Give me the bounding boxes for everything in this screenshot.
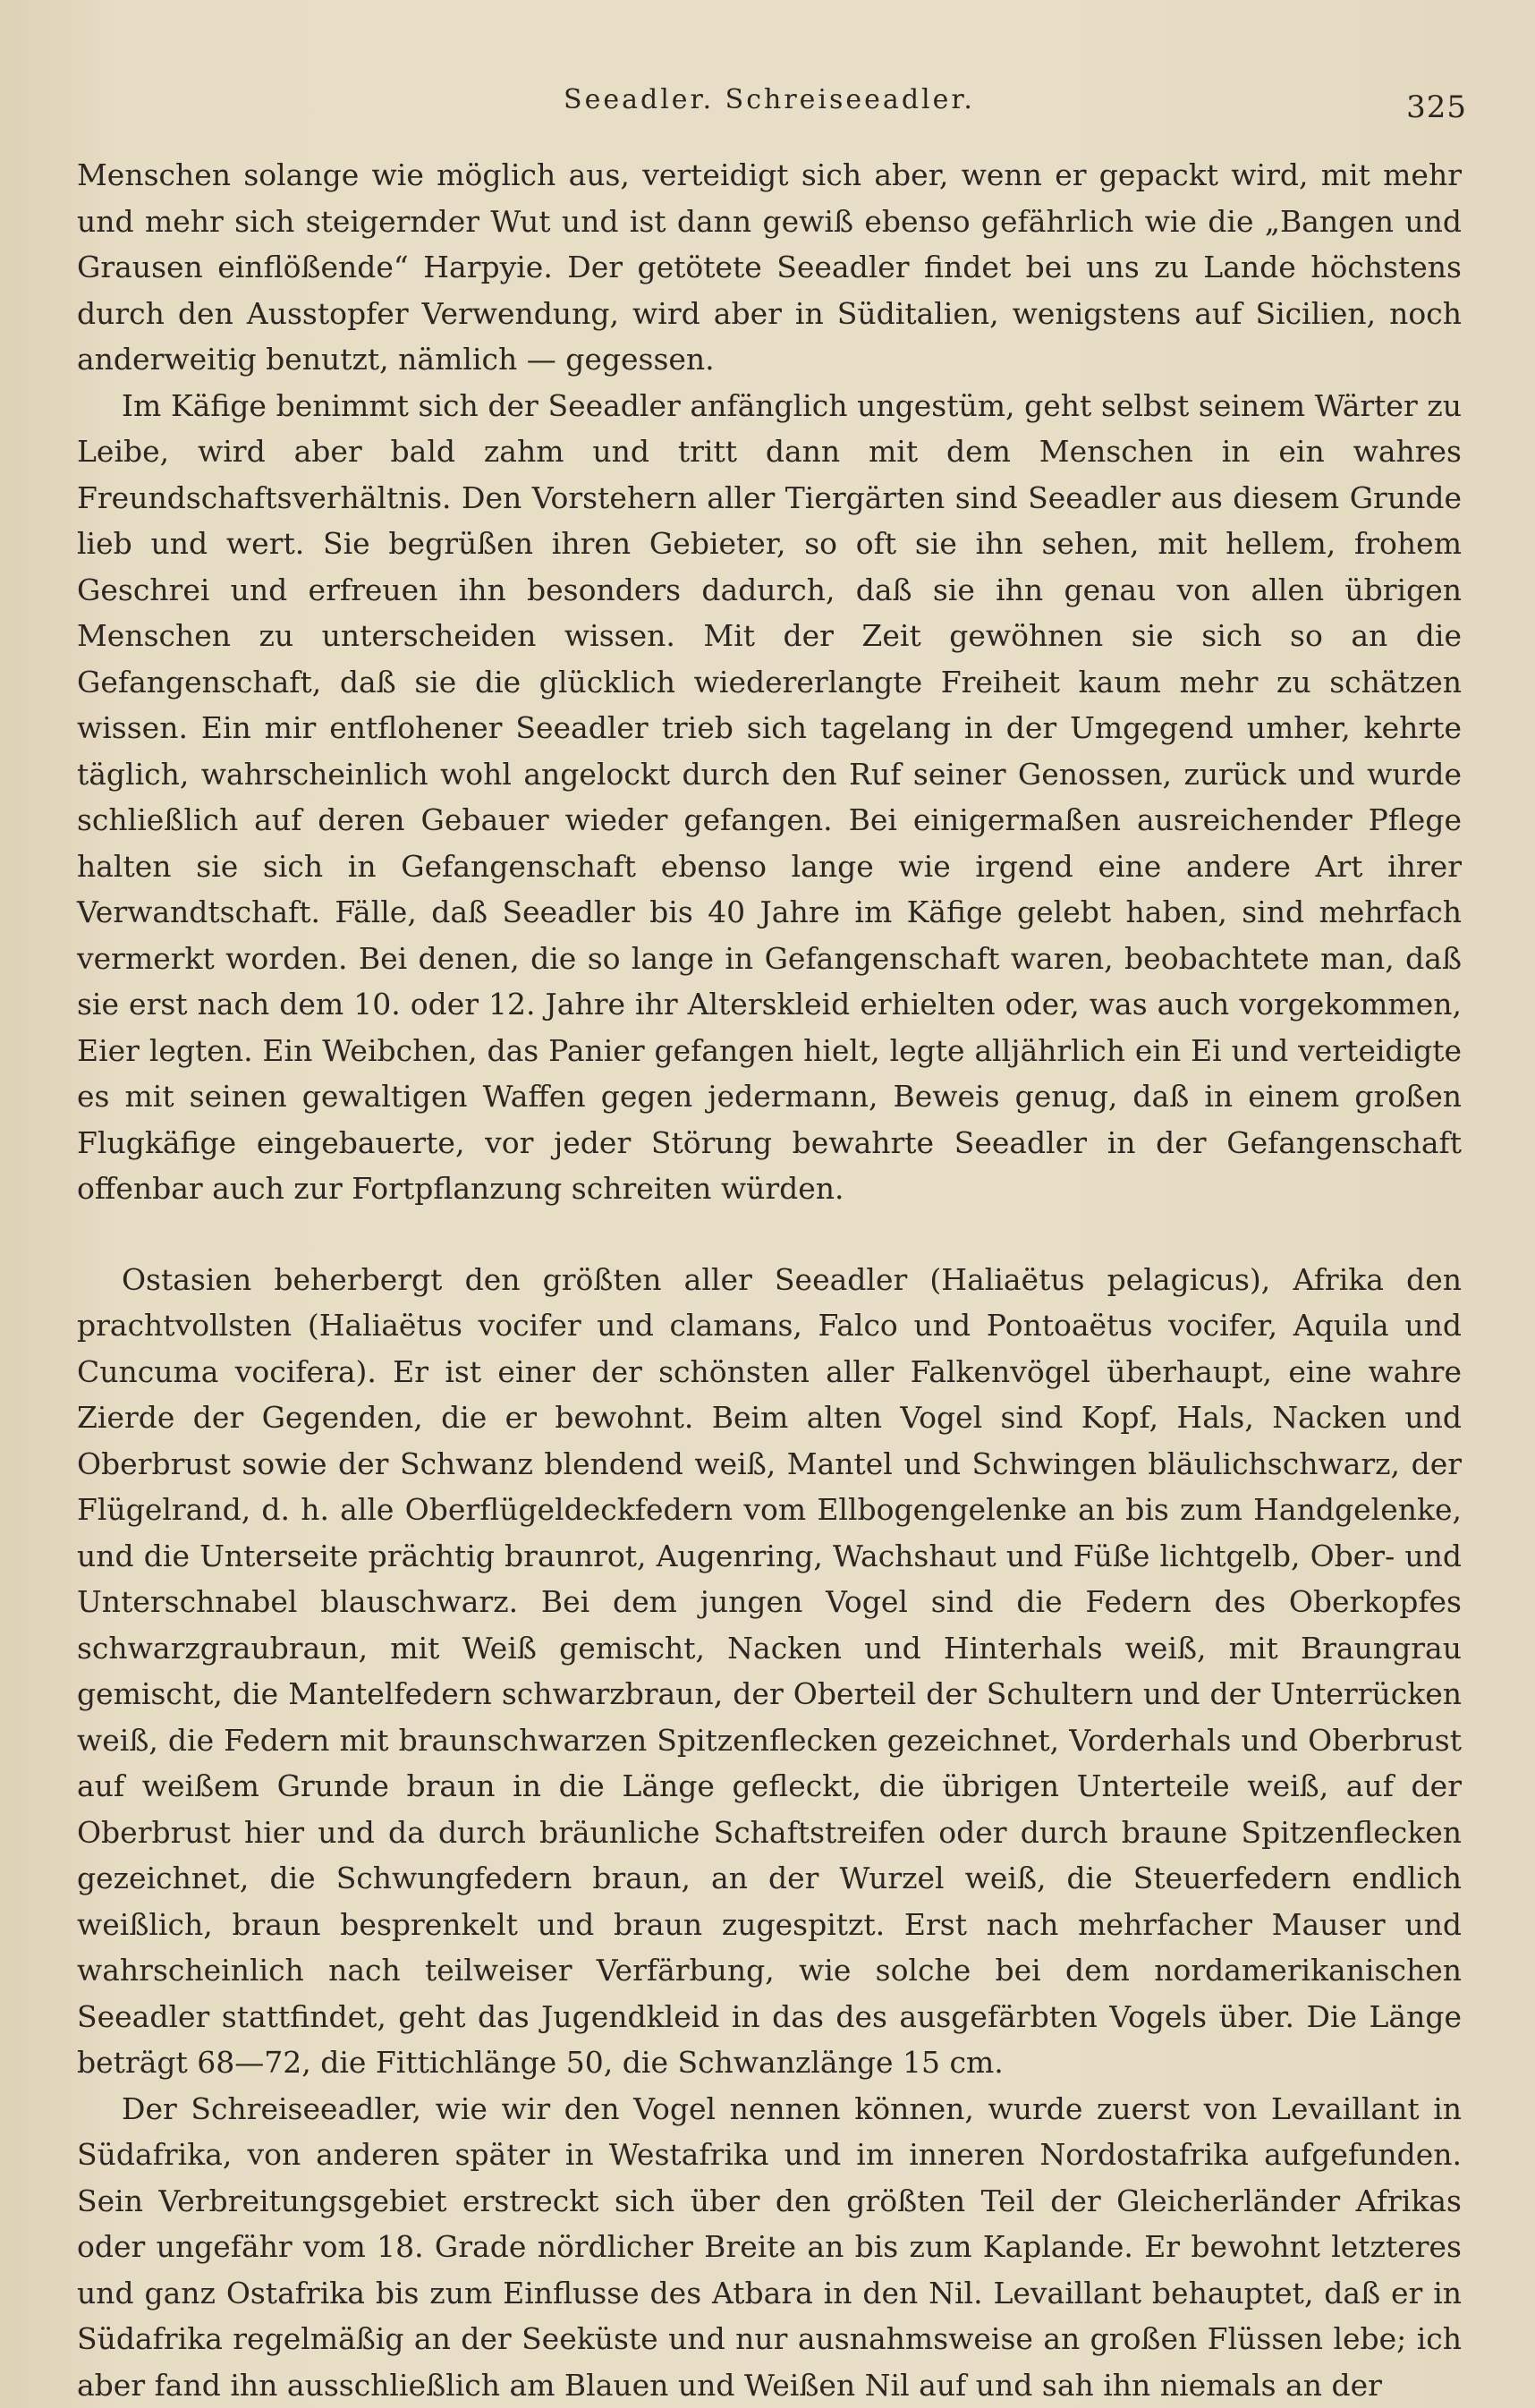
paragraph-description: Ostasien beherbergt den größten aller Seeadler (Haliaëtus pelagicus), Afrika den prachtvollsten (Haliaëtus vocifer und clamans, Falco und Pontoaëtus vocifer, Aquila und Cuncuma vocifera). Er ist einer der schönsten aller Falkenvögel überhaupt, eine wahre Zierde der Gegenden, die er bewohnt. Beim alten Vogel sind Kopf, Hals, Nacken und Oberbrust sowie der Schwanz blendend weiß, Mantel und Schwingen bläulichschwarz, der Flügelrand, d. h. alle Oberflügeldeckfedern vom Ellbogengelenke an bis zum Handgelenke, und die Unterseite prächtig braunrot, Augenring, Wachshaut und Füße lichtgelb, Ober- und Unterschnabel blauschwarz. Bei dem jungen Vogel sind die Federn des Oberkopfes schwarzgraubraun, mit Weiß gemischt, Nacken und Hinterhals weiß, mit Braungrau gemischt, die Mantelfedern schwarzbraun, der Oberteil der Schultern und der Unterrücken weiß, die Federn mit braunschwarzen Spitzenflecken gezeichnet, Vorderhals und Oberbrust auf weißem Grunde braun in die Länge gefleckt, die übrigen Unterteile weiß, auf der Oberbrust hier und da durch bräunliche Schaftstreifen oder durch braune Spitzenflecken gezeichnet, die Schwungfedern braun, an der Wurzel weiß, die Steuerfedern endlich weißlich, braun besprenkelt und braun zugespitzt. Erst nach mehrfacher Mauser und wahrscheinlich nach teilweiser Verfärbung, wie solche bei dem nordamerikanischen Seeadler stattfindet, geht das Jugendkleid in das des ausgefärbten Vogels über. Die Länge beträgt 68—72, die Fittichlänge 50, die Schwanzlänge 15 cm. [77, 1261, 1462, 2080]
page-header [72, 79, 1467, 123]
body-text [77, 152, 1462, 2408]
running-head: Seeadler. Schreiseeadler. [564, 84, 975, 115]
page-number: 325 [1406, 89, 1467, 125]
paragraph-continuation: Menschen solange wie möglich aus, verteidigt sich aber, wenn er gepackt wird, mit mehr und mehr sich steigernder Wut und ist dann gewiß ebenso gefährlich wie die „Bangen und Grausen einflößende“ Harpyie. Der getötete Seeadler findet bei uns zu Lande höchstens durch den Ausstopfer Verwendung, wird aber in Süditalien, wenigstens auf Sicilien, noch anderweitig benutzt, nämlich — gegessen. [77, 157, 1462, 377]
paragraph-captivity: Im Käfige benimmt sich der Seeadler anfänglich ungestüm, geht selbst seinem Wärter zu Leibe, wird aber bald zahm und tritt dann mit dem Menschen in ein wahres Freundschaftsverhältnis. Den Vorstehern aller Tiergärten sind Seeadler aus diesem Grunde lieb und wert. Sie begrüßen ihren Gebieter, so oft sie ihn sehen, mit hellem, frohem Geschrei und erfreuen ihn besonders dadurch, daß sie ihn genau von allen übrigen Menschen zu unterscheiden wissen. Mit der Zeit gewöhnen sie sich so an die Gefangenschaft, daß sie die glücklich wiedererlangte Freiheit kaum mehr zu schätzen wissen. Ein mir entflohener Seeadler trieb sich tagelang in der Umgegend umher, kehrte täglich, wahrscheinlich wohl angelockt durch den Ruf seiner Genossen, zurück und wurde schließlich auf deren Gebauer wieder gefangen. Bei einigermaßen ausreichender Pflege halten sie sich in Gefangenschaft ebenso lange wie irgend eine andere Art ihrer Verwandtschaft. Fälle, daß Seeadler bis 40 Jahre im Käfige gelebt haben, sind mehrfach vermerkt worden. Bei denen, die so lange in Gefangenschaft waren, beobachtete man, daß sie erst nach dem 10. oder 12. Jahre ihr Alterskleid erhielten oder, was auch vorgekommen, Eier legten. Ein Weibchen, das Panier gefangen hielt, legte alljährlich ein Ei und verteidigte es mit seinen gewaltigen Waffen gegen jedermann, Beweis genug, daß in einem großen Flugkäfige eingebauerte, vor jeder Störung bewahrte Seeadler in der Gefangenschaft offenbar auch zur Fortpflanzung schreiten würden. [77, 387, 1462, 1206]
paragraph-distribution: Der Schreiseeadler, wie wir den Vogel nennen können, wurde zuerst von Levaillant in Südafrika, von anderen später in Westafrika und im inneren Nordostafrika aufgefunden. Sein Verbreitungsgebiet erstreckt sich über den größten Teil der Gleicherländer Afrikas oder ungefähr vom 18. Grade nördlicher Breite an bis zum Kaplande. Er bewohnt letzteres und ganz Ostafrika bis zum Einflusse des Atbara in den Nil. Levaillant behauptet, daß er in Südafrika regelmäßig an der Seeküste und nur ausnahmsweise an großen Flüssen lebe; ich aber fand ihn ausschließlich am Blauen und Weißen Nil auf und sah ihn niemals an der [77, 2090, 1462, 2403]
